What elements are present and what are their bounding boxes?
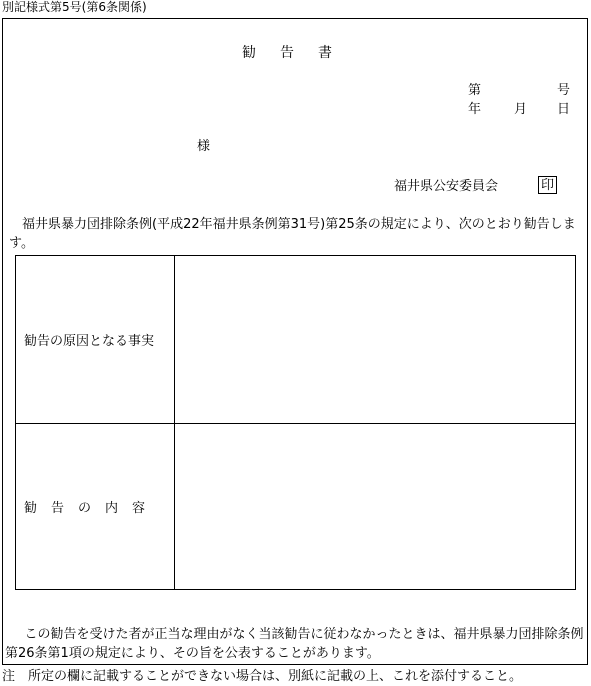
recommendation-table (15, 255, 576, 590)
row-label-fact: 勧告の原因となる事実 (16, 256, 175, 423)
addressee-honorific: 様 (197, 139, 211, 154)
table-row-content (16, 424, 575, 589)
seal-mark: 印 (538, 176, 557, 194)
doc-number-suffix: 号 (557, 83, 571, 98)
row-label-content: 勧告の内容 (16, 424, 175, 589)
doc-number-label: 第 (468, 83, 482, 98)
table-row-fact (16, 256, 575, 424)
row-value-content[interactable] (176, 424, 575, 589)
intro-paragraph: 福井県暴力団排除条例(平成22年福井県条例第31号)第25条の規定により、次のとおり勧告します。 (9, 217, 576, 251)
form-number-header: 別記様式第5号(第6条関係) (2, 0, 147, 14)
issuer-name: 福井県公安委員会 (394, 179, 499, 194)
footnote: 注 所定の欄に記載することができない場合は、別紙に記載の上、これを添付すること。 (2, 669, 523, 684)
warning-paragraph: この勧告を受けた者が正当な理由がなく当該勧告に従わなかったときは、福井県暴力団排除条例第26条第1項の規定により、その旨を公表することがあります。 (5, 627, 584, 661)
document-title: 勧告書 (242, 45, 356, 61)
date-day-label: 日 (557, 102, 571, 117)
date-month-label: 月 (514, 102, 528, 117)
row-value-fact[interactable] (176, 256, 575, 423)
date-year-label: 年 (468, 102, 482, 117)
